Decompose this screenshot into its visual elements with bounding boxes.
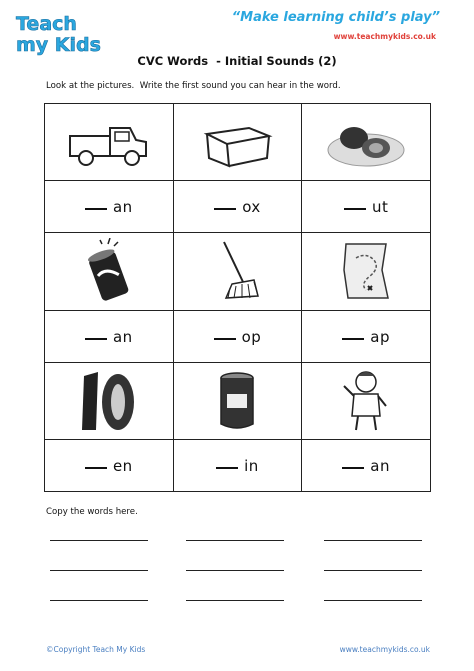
picture-cell <box>302 104 431 181</box>
answer-blank[interactable] <box>216 467 238 469</box>
word-ending: en <box>112 456 133 475</box>
word-ending: an <box>370 456 390 475</box>
svg-text:Teach: Teach <box>16 13 77 35</box>
copy-line[interactable] <box>186 540 284 541</box>
word-cell[interactable] <box>45 439 174 491</box>
copy-line[interactable] <box>50 570 148 571</box>
answer-blank[interactable] <box>342 467 364 469</box>
slogan: “Make learning child’s play” <box>231 10 440 25</box>
svg-text:my Kids: my Kids <box>16 34 101 56</box>
picture-row <box>45 362 431 439</box>
copy-line[interactable] <box>324 540 422 541</box>
answer-blank[interactable] <box>344 208 366 210</box>
man-icon <box>336 368 396 434</box>
word-row <box>45 439 431 491</box>
word-row <box>45 181 431 233</box>
picture-cell <box>45 104 174 181</box>
page-title: CVC Words - Initial Sounds (2) <box>137 54 337 68</box>
answer-blank[interactable] <box>85 467 107 469</box>
word-ending: op <box>241 327 262 346</box>
word-cell[interactable] <box>173 310 302 362</box>
copyright-text: ©Copyright Teach My Kids <box>46 645 146 654</box>
word-row <box>45 310 431 362</box>
word-cell[interactable] <box>45 181 174 233</box>
word-ending: an <box>112 198 133 217</box>
picture-row <box>45 104 431 181</box>
picture-row <box>45 233 431 310</box>
copy-line[interactable] <box>324 600 422 601</box>
picture-cell <box>302 233 431 310</box>
website-link-top[interactable]: www.teachmykids.co.uk <box>333 32 436 41</box>
copy-line[interactable] <box>50 600 148 601</box>
answer-blank[interactable] <box>85 208 107 210</box>
picture-cell <box>173 362 302 439</box>
picture-cell <box>45 362 174 439</box>
number-ten-icon <box>74 368 144 434</box>
mop-icon <box>202 238 272 304</box>
map-icon <box>336 238 396 304</box>
soda-can-icon <box>74 238 144 304</box>
word-cell[interactable] <box>173 439 302 491</box>
picture-cell <box>302 362 431 439</box>
website-link-footer[interactable]: www.teachmykids.co.uk <box>339 645 430 654</box>
word-ending: ut <box>371 198 389 217</box>
word-ending: ox <box>242 198 261 217</box>
copy-line[interactable] <box>50 540 148 541</box>
word-cell[interactable] <box>302 310 431 362</box>
answer-blank[interactable] <box>342 338 364 340</box>
picture-cell <box>173 104 302 181</box>
tin-can-icon <box>207 368 267 434</box>
box-icon <box>197 114 277 170</box>
word-cell[interactable] <box>173 181 302 233</box>
instructions: Look at the pictures. Write the first sound you can hear in the word. <box>46 81 341 91</box>
teach-my-kids-logo <box>12 10 132 56</box>
picture-cell <box>173 233 302 310</box>
copy-line[interactable] <box>324 570 422 571</box>
copy-line[interactable] <box>186 570 284 571</box>
answer-blank[interactable] <box>214 208 236 210</box>
copy-line[interactable] <box>186 600 284 601</box>
picture-cell <box>45 233 174 310</box>
answer-blank[interactable] <box>214 338 236 340</box>
copy-instructions: Copy the words here. <box>46 507 138 517</box>
word-ending: in <box>244 456 259 475</box>
truck-icon <box>66 114 152 170</box>
answer-blank[interactable] <box>85 338 107 340</box>
word-ending: ap <box>370 327 391 346</box>
worksheet-grid <box>44 103 431 492</box>
word-cell[interactable] <box>302 439 431 491</box>
word-cell[interactable] <box>302 181 431 233</box>
word-ending: an <box>112 327 133 346</box>
word-cell[interactable] <box>45 310 174 362</box>
nuts-icon <box>324 114 408 170</box>
